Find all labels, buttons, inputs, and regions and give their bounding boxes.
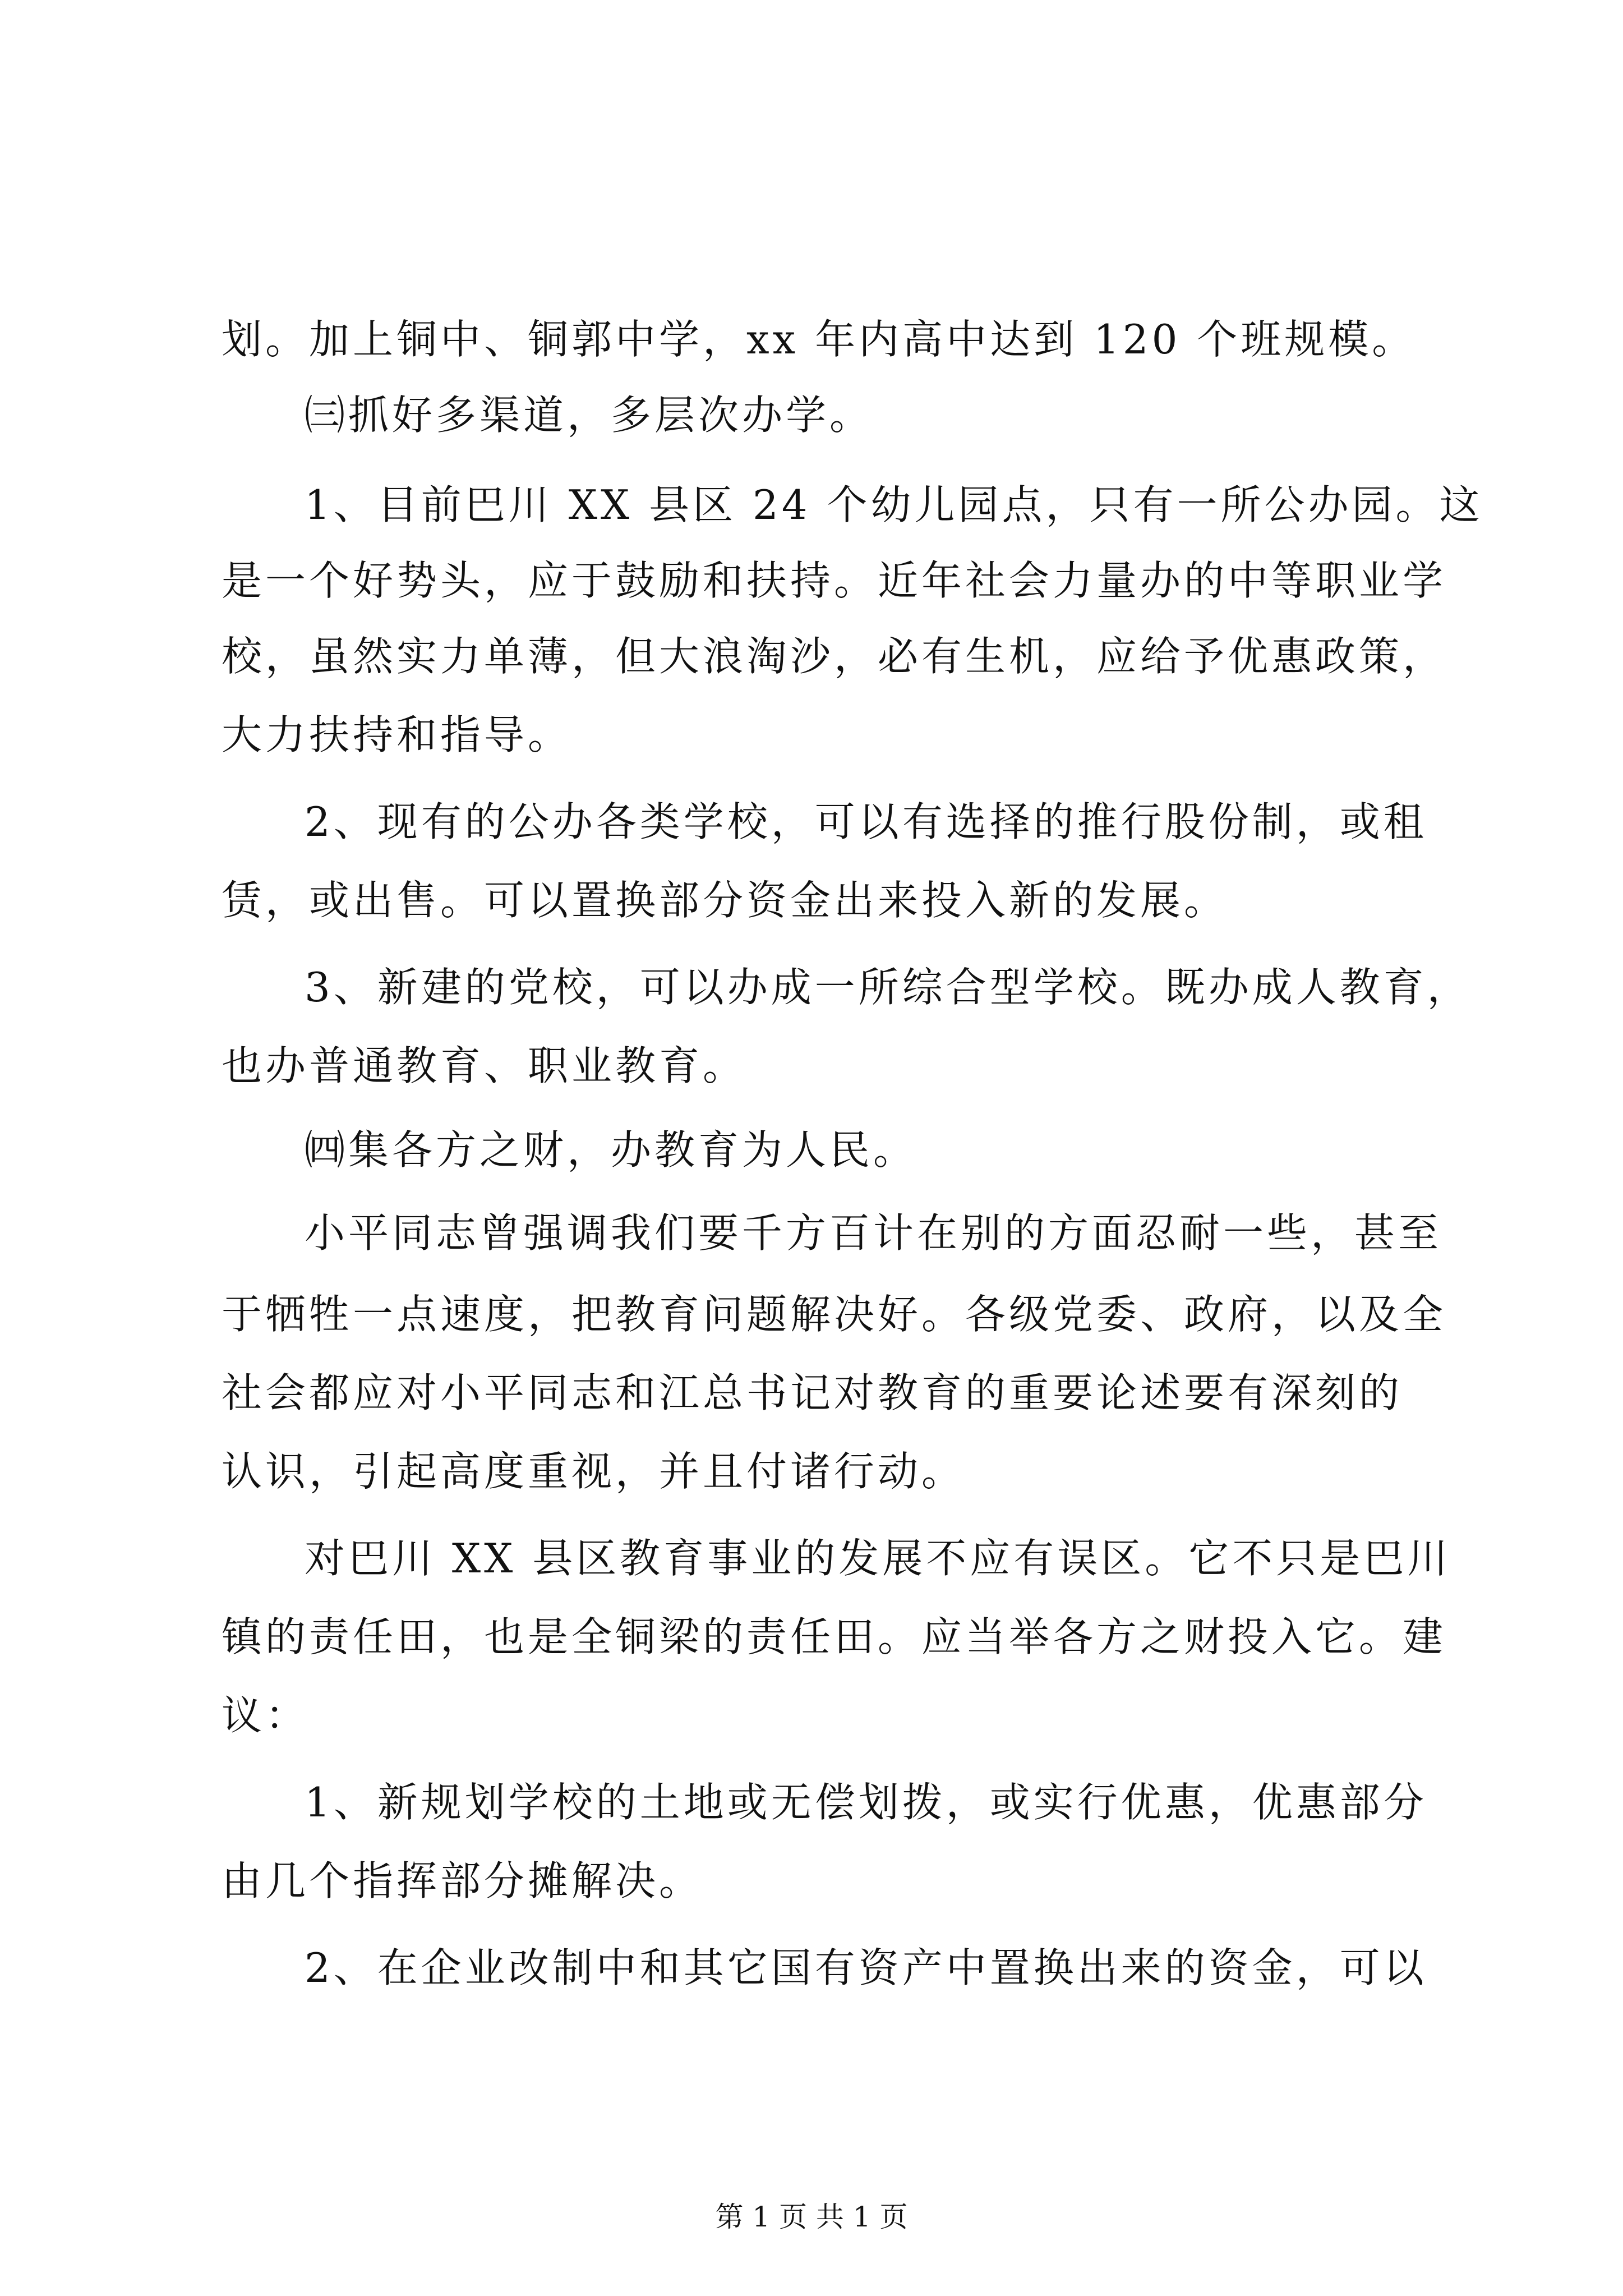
text-line: 3、新建的党校，可以办成一所综合型学校。既办成人教育， bbox=[305, 964, 1471, 1011]
text-line: 1、新规划学校的土地或无偿划拨，或实行优惠，优惠部分 bbox=[305, 1779, 1427, 1826]
text-line: 赁，或出售。可以置换部分资金出来投入新的发展。 bbox=[222, 877, 1228, 924]
text-line: 也办普通教育、职业教育。 bbox=[222, 1042, 747, 1089]
text-line: 认识，引起高度重视，并且付诸行动。 bbox=[222, 1448, 966, 1495]
text-line: 校，虽然实力单薄，但大浪淘沙，必有生机，应给予优惠政策， bbox=[222, 633, 1447, 680]
page-footer: 第 1 页 共 1 页 bbox=[715, 2201, 908, 2233]
section-heading: ㈣集各方之财，办教育为人民。 bbox=[305, 1126, 917, 1174]
text-line: 2、在企业改制中和其它国有资产中置换出来的资金，可以 bbox=[305, 1944, 1427, 1991]
text-line: 划。加上铜中、铜郭中学，xx 年内高中达到 120 个班规模。 bbox=[222, 316, 1416, 363]
text-line: 于牺牲一点速度，把教育问题解决好。各级党委、政府，以及全 bbox=[222, 1291, 1447, 1338]
text-line: 镇的责任田，也是全铜梁的责任田。应当举各方之财投入它。建 bbox=[222, 1613, 1447, 1660]
section-heading: ㈢抓好多渠道，多层次办学。 bbox=[305, 392, 874, 439]
text-line: 社会都应对小平同志和江总书记对教育的重要论述要有深刻的 bbox=[222, 1369, 1403, 1416]
text-line: 2、现有的公办各类学校，可以有选择的推行股份制，或租 bbox=[305, 798, 1427, 845]
text-line: 1、目前巴川 XX 县区 24 个幼儿园点，只有一所公办园。这 bbox=[305, 481, 1483, 528]
text-line: 由几个指挥部分摊解决。 bbox=[222, 1857, 703, 1904]
text-line: 是一个好势头，应于鼓励和扶持。近年社会力量办的中等职业学 bbox=[222, 557, 1447, 604]
text-line: 小平同志曾强调我们要千方百计在别的方面忍耐一些，甚至 bbox=[305, 1209, 1442, 1257]
text-line: 议： bbox=[222, 1692, 310, 1739]
text-line: 对巴川 XX 县区教育事业的发展不应有误区。它不只是巴川 bbox=[305, 1535, 1451, 1582]
text-line: 大力扶持和指导。 bbox=[222, 711, 572, 758]
